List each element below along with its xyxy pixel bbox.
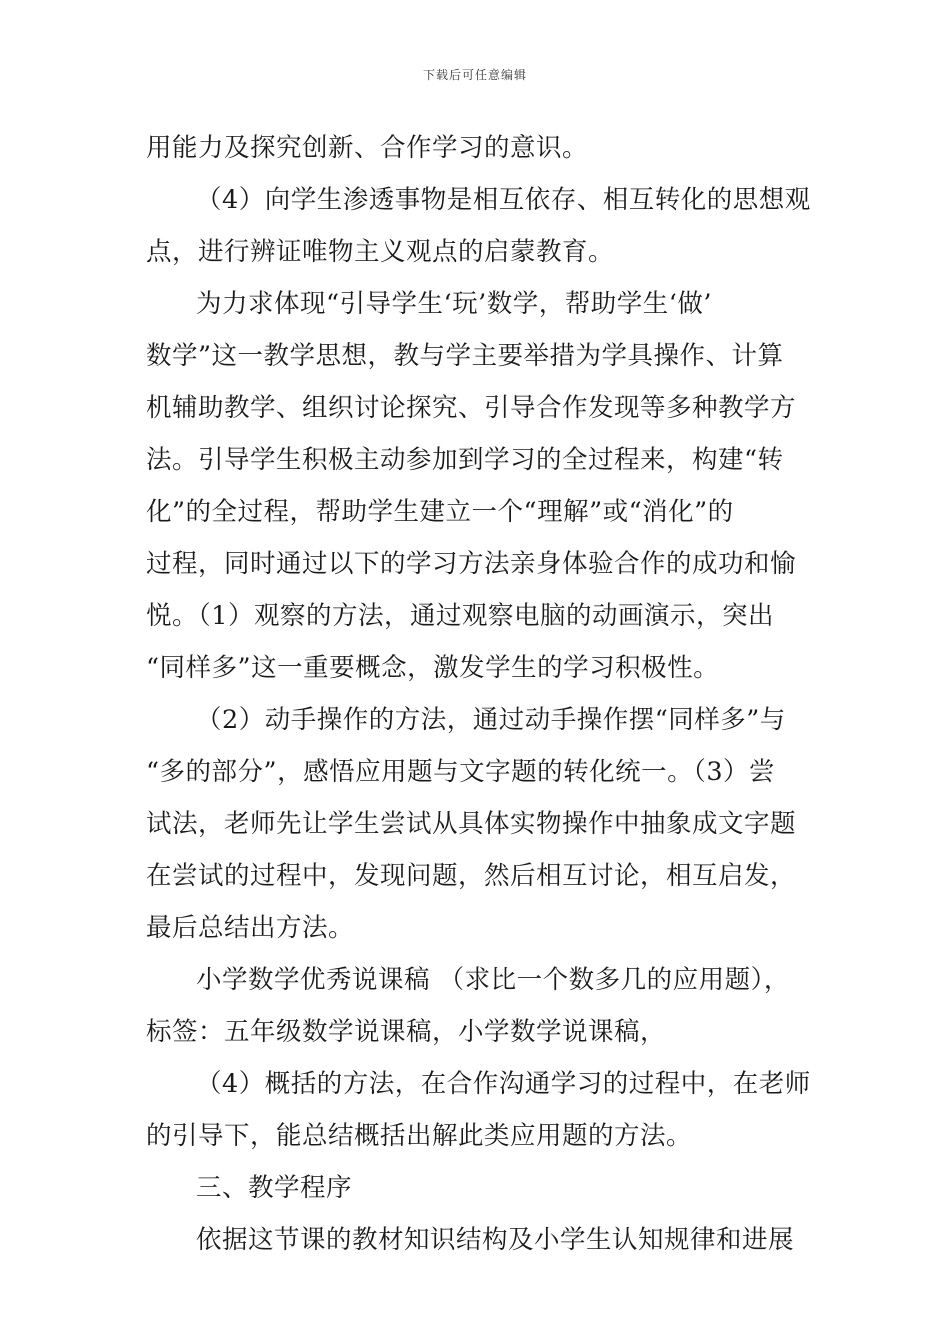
text-line: 为力求体现“引导学生‘玩’数学，帮助学生‘做’ (196, 289, 712, 319)
text-line: 的引导下，能总结概括出解此类应用题的方法。 (146, 1121, 693, 1151)
text-line: 数学”这一教学思想，教与学主要举措为学具操作、计算 (146, 341, 784, 371)
page-header: 下载后可任意编辑 (422, 68, 527, 82)
text-line: 依据这节课的教材知识结构及小学生认知规律和进展 (196, 1225, 795, 1255)
text-line: （2）动手操作的方法，通过动手操作摆“同样多”与 (196, 705, 786, 735)
text-line: 最后总结出方法。 (146, 913, 355, 943)
text-line: （4）概括的方法，在合作沟通学习的过程中，在老师 (196, 1069, 811, 1099)
text-line: 试法，老师先让学生尝试从具体实物操作中抽象成文字题 (146, 809, 797, 839)
text-line: 标签：五年级数学说课稿，小学数学说课稿， (146, 1017, 667, 1047)
text-line: 点，进行辨证唯物主义观点的启蒙教育。 (146, 237, 615, 267)
section-heading: 三、教学程序 (196, 1173, 353, 1203)
text-line: 小学数学优秀说课稿 （求比一个数多几的应用题）， (196, 965, 790, 995)
text-line: 用能力及探究创新、合作学习的意识。 (146, 133, 589, 163)
text-line: 机辅助教学、组织讨论探究、引导合作发现等多种教学方 (146, 393, 797, 423)
text-line: 过程，同时通过以下的学习方法亲身体验合作的成功和愉 (146, 549, 797, 579)
text-line: “多的部分”，感悟应用题与文字题的转化统一。（3）尝 (146, 757, 776, 787)
text-line: 悦。（1）观察的方法，通过观察电脑的动画演示，突出 (146, 601, 774, 631)
text-line: 化”的全过程，帮助学生建立一个“理解”或“消化”的 (146, 497, 734, 527)
text-line: 在尝试的过程中，发现问题，然后相互讨论，相互启发， (146, 861, 797, 891)
text-line: （4）向学生渗透事物是相互依存、相互转化的思想观 (196, 185, 811, 215)
text-line: “同样多”这一重要概念，激发学生的学习积极性。 (146, 653, 720, 683)
text-line: 法。引导学生积极主动参加到学习的全过程来，构建“转 (146, 445, 784, 475)
